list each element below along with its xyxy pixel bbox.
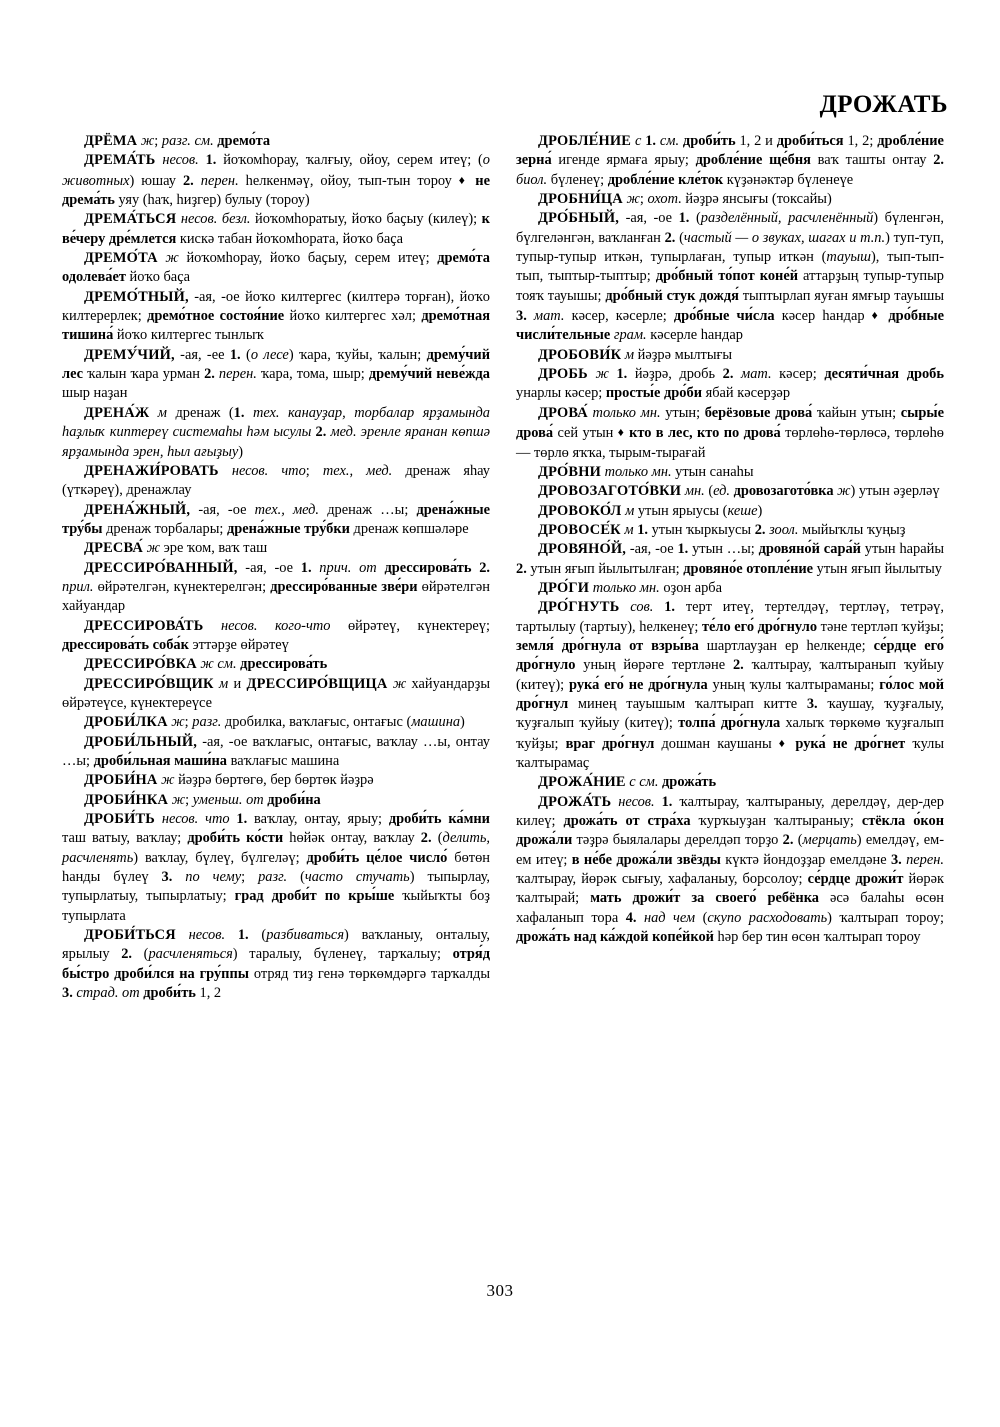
- dictionary-entry: ДРОБОВИ́К м йәҙрә мылтығы: [538, 346, 733, 363]
- column-container: [62, 132, 944, 1003]
- dictionary-entry: ДРОБИ́ТЬ несов. что 1. ваҡлау, онтау, ярыу; дроби́ть ка́мни таш ватыу, ваҡлау; дроби́ть ко́сти һөйәк онтау, ваҡлау 2. (делить, расчленять) ваҡлау, бүлеү, бүлгеләү; дроби́ть це́лое число́ бөтөн һанды бүлеү 3. по чему; разг. (часто стучать) тыпырлау, тупырлатыу, тыпырлатыу; град дроби́т по кры́ше ҡыйыҡты боҙ тупырлата: [62, 811, 490, 924]
- dictionary-entry: ДРОБНИ́ЦА ж; охот. йәҙрә янсығы (токсайы): [538, 191, 832, 208]
- dictionary-entry: ДРЕМО́ТА ж йоҡомһорау, йоҡо баҫыу, серем итеү; дремо́та одолева́ет йоҡо баҫа: [62, 250, 490, 286]
- dictionary-entry: ДРОВОЗАГОТО́ВКИ мн. (ед. дровозагото́вка ж) утын әҙерләү: [538, 483, 940, 500]
- dictionary-entry: ДРЕССИРО́ВКА ж см. дрессирова́ть: [84, 656, 328, 673]
- dictionary-entry: ДРО́БНЫЙ, -ая, -ое 1. (разделённый, расчленённый) бүленгән, бүлгеләнгән, ваҡланған 2. (частый — о звуках, шагах и т.п.) туп-туп, тупыр-тупыр иткән, тупырлаған, тупыр иткән (тауыш), тып-тып-тып, тыптыр-тыптыр; дро́бный то́пот коне́й аттарҙың тупыр-тупыр тояҡ тауышы; дро́бный стук дождя́ тыптырлап яуған ямғыр тауышы 3. мат. кәсер, кәсерле; дро́бные чи́сла кәсер һандар ♦ дро́бные числи́тельные грам. кәсерле һандар: [516, 210, 945, 344]
- dictionary-entry: ДРЕССИРО́ВЩИК м и ДРЕССИРО́ВЩИЦА ж хайуандарҙы өйрәтеүсе, күнектереүсе: [62, 675, 490, 711]
- running-head: ДРОЖАТЬ: [819, 91, 948, 118]
- dictionary-entry: ДРЕССИРОВА́ТЬ несов. кого-что өйрәтеү, күнектереү; дрессирова́ть соба́к эттәрҙе өйрәтеү: [62, 617, 490, 653]
- right-column: [516, 132, 944, 1003]
- page-number: 303: [486, 1281, 514, 1300]
- dictionary-entry: ДРОВА́ только мн. утын; берёзовые дрова́ ҡайын утын; сыры́е дрова́ сей утын ♦ кто в лес, кто по дрова́ төрлөһө-төрлөсә, төрлөһө — төрлө яҡҡа, тырым-тырағай: [516, 404, 944, 461]
- dictionary-entry: ДРОВЯНО́Й, -ая, -ое 1. утын …ы; дровяно́й сара́й утын һарайы 2. утын яғып йылытылған; дровяно́е отопле́ние утын яғып йылытыу: [516, 541, 944, 577]
- dictionary-entry: ДРЕМА́ТЬ несов. 1. йоҡомһорау, ҡалғыу, ойоу, серем итеү; (о животных) юшау 2. перен. һелкенмәү, ойоу, тып-тын тороу ♦ не дрема́ть уяу (һаҡ, һиҙгер) булыу (тороу): [62, 152, 490, 209]
- dictionary-entry: ДРЕНАЖИ́РОВАТЬ несов. что; тех., мед. дренаж яһау (үткәреү), дренажлау: [62, 462, 490, 499]
- dictionary-entry: ДРОБИ́ЛЬНЫЙ, -ая, -ое ваҡлағыс, онтағыс, ваҡлау …ы, онтау …ы; дроби́льная маши́на ваҡлағыс машина: [62, 733, 490, 769]
- dictionary-entry: ДРО́ГНУТЬ сов. 1. терт итеү, тертелдәү, тертләү, тетрәү, тартылыу (тартыу), һелкенеү; те́ло его́ дро́гнуло тәне тертләп ҡуйҙы; земля́ дро́гнула от взры́ва шартлауҙан ер һелкенде; се́рдце его́ дро́гнуло уның йөрәге тертләне 2. ҡалтырау, ҡалтыранып ҡуйыу (китеү); рука́ его́ не дро́гнула уның ҡулы ҡалтыраманы; го́лос мой дро́гнул минең тауышым ҡалтырап китте 3. ҡаушау, ҡуҙғалыу, ҡуҙғалып ҡуйыу (китеү); толпа́ дро́гнула халыҡ төркөмө ҡуҙғалып ҡуйҙы; враг дро́гнул дошман каушаны ♦ рука́ не дро́гнет ҡулы ҡалтырамаҫ: [516, 599, 945, 771]
- dictionary-entry: ДРОВОСЕ́К м 1. утын ҡыркыусы 2. зоол. мыйыҡлы ҡуңыҙ: [538, 521, 906, 538]
- dictionary-entry: ДРЕМУ́ЧИЙ, -ая, -ее 1. (о лесе) ҡара, ҡуйы, ҡалын; дрему́чий лес ҡалын ҡара урман 2. перен. ҡара, тома, шыр; дрему́чий неве́жда шыр наҙан: [62, 346, 490, 402]
- left-column: [62, 132, 490, 1003]
- dictionary-entry: ДРОЖА́НИЕ с см. дрожа́ть: [538, 774, 717, 791]
- dictionary-entry: ДРОБЛЕ́НИЕ с 1. см. дроби́ть 1, 2 и дроби́ться 1, 2; дробле́ние зерна́ игенде ярмаға ярыу; дробле́ние ще́бня ваҡ ташты онтау 2. биол. бүленеү; дробле́ние кле́ток күҙәнәктәр бүленеүе: [516, 133, 944, 188]
- dictionary-entry: ДРЁМА ж; разг. см. дремо́та: [84, 133, 271, 149]
- dictionary-entry: ДРОБИ́ЛКА ж; разг. дробилка, ваҡлағыс, онтағыс (машина): [84, 714, 465, 731]
- dictionary-entry: ДРО́ГИ только мн. оҙон арба: [538, 579, 722, 596]
- dictionary-entry: ДРЕСВА́ ж эре ҡом, ваҡ таш: [84, 540, 268, 557]
- dictionary-entry: ДРОЖА́ТЬ несов. 1. ҡалтырау, ҡалтыраныу, дерелдәү, дер-дер килеү; дрожа́ть от стра́ха ҡурҡыуҙан ҡалтыраныу; стёкла о́кон дрожа́ли тәҙрә быялалары дерелдәп торҙо 2. (мерцать) емелдәү, ем-ем итеү; в не́бе дрожа́ли звёзды күктә йондоҙҙар емелдәне 3. перен. ҡалтырау, йөрәк сығыу, хафаланыу, борсолоу; се́рдце дрожи́т йөрәк ҡалтырай; мать дрожи́т за своего́ ребёнка әсә балаһы өсөн хафаланып тора 4. над чем (скупо расходовать) ҡалтырап тороу; дрожа́ть над ка́ждой копе́йкой һәр бер тин өсөн ҡалтырап тороу: [516, 793, 945, 946]
- dictionary-entry: ДРЕМА́ТЬСЯ несов. безл. йоҡомһоратыу, йоҡо баҫыу (килеү); к ве́черу дре́млется кискә табан йоҡомһората, йоҡо баҫа: [62, 211, 490, 247]
- dictionary-entry: ДРОБИ́НКА ж; уменьш. от дроби́на: [84, 791, 321, 808]
- dictionary-entry: ДРОБЬ ж 1. йәҙрә, дробь 2. мат. кәсер; десяти́чная дробь унарлы кәсер; просты́е дро́би ябай кәсерҙәр: [516, 366, 944, 402]
- dictionary-entry: ДРОВОКО́Л м утын ярыусы (кеше): [538, 502, 763, 519]
- dictionary-entry: ДРЕНА́ЖНЫЙ, -ая, -ое тех., мед. дренаж …ы; дрена́жные тру́бы дренаж торбалары; дрена́жные тру́бки дренаж көпшәләре: [62, 501, 490, 537]
- dictionary-entry: ДРОБИ́ТЬСЯ несов. 1. (разбиваться) ваҡланыу, онталыу, ярылыу 2. (расчленяться) таралыу, бүленеү, тарҡалыу; отря́д бы́стро дроби́лся на гру́ппы отряд тиҙ генә төркөмдәргә тарҡалды 3. страд. от дроби́ть 1, 2: [62, 927, 490, 1002]
- dictionary-entry: ДРЕМО́ТНЫЙ, -ая, -ое йоҡо килтергес (килтерә торған), йоҡо килтерерлек; дремо́тное состоя́ние йоҡо килтергес хәл; дремо́тная тишина́ йоҡо килтергес тынлыҡ: [62, 288, 490, 344]
- dictionary-entry: ДРЕНА́Ж м дренаж (1. тех. канауҙар, торбалар ярҙамында һаҙлыҡ киптереү системаһы һәм ысулы 2. мед. эренле яранан көпшә ярҙамында эрен, һыл ағыҙыу): [62, 404, 490, 460]
- dictionary-entry: ДРО́ВНИ только мн. утын санаһы: [538, 463, 754, 480]
- dictionary-entry: ДРЕССИРО́ВАННЫЙ, -ая, -ое 1. прич. от дрессирова́ть 2. прил. өйрәтелгән, күнектерелгән; дрессиро́ванные зве́ри өйрәтелгән хайуандар: [62, 559, 490, 615]
- dictionary-entry: ДРОБИ́НА ж йәҙрә бөртөгө, бер бөртөк йәҙрә: [84, 772, 374, 789]
